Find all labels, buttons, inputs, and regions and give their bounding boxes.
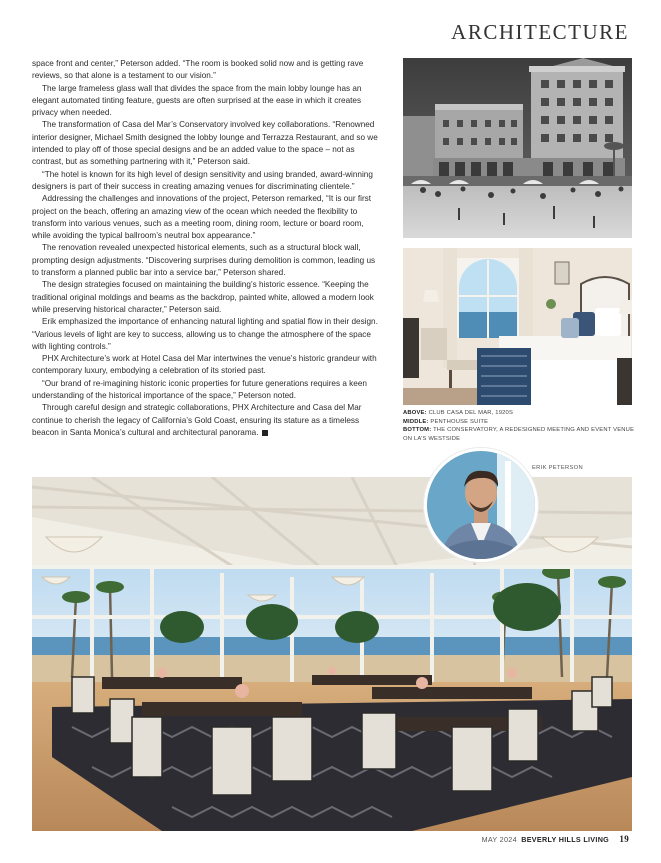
article-body — [32, 58, 384, 439]
article-paragraph: The renovation revealed unexpected historical elements, such as a structural block wall, prompting design adjustments. “Discovering surprises during demolition is common, leading us to transform a planned public bar into a service bar,” Peterson shared. — [32, 243, 376, 278]
caption-above: ABOVE: CLUB CASA DEL MAR, 1920S — [403, 410, 514, 416]
page-number: 19 — [619, 834, 629, 844]
article-paragraph: “The hotel is known for its high level of design sensitivity and using branded, award-winning designers is part of their success in creating amazing venues for discriminating clientele.” — [32, 169, 373, 191]
issue-date: MAY 2024 — [481, 835, 517, 844]
article-paragraph-final: Through careful design and strategic collaborations, PHX Architecture and Casa del Mar continue to cherish the legacy of California’s Gold Coast, ensuring its stature as a timeless beacon in Santa Monica’s cultural and architectural panorama. — [32, 403, 362, 437]
end-mark — [262, 430, 268, 436]
article-paragraph: The transformation of Casa del Mar’s Conservatory involved key collaborations. “Renowned interior designer, Michael Smith designed the lobby lounge and Terrazza Restaurant, and so we intended to play off of those special designs and be an added value to the space – not as contrast, but as something partnering with it,” Peterson said. — [32, 120, 378, 167]
article-paragraph: Addressing the challenges and innovations of the project, Peterson remarked, “It is our first project on the beach, offering an amazing view of the ocean which needed the flexibility to transform into various venues, such as a meeting room, dining room, lecture or board room, while avoiding the typical ballroom’s neutral box appearance.” — [32, 194, 372, 241]
article-paragraph: The design strategies focused on maintaining the building’s historic essence. “Keeping the traditional original moldings and beams as the backdrop, painted white, allowed a modern look while preserving historical character,” Peterson said. — [32, 280, 374, 314]
article-paragraph: Erik emphasized the importance of enhancing natural lighting and spatial flow in their design. “Various levels of light are key to success, allowing us to change the atmosphere of the space with lighting controls.” — [32, 317, 378, 351]
caption-bottom: BOTTOM: THE CONSERVATORY, A REDESIGNED MEETING AND EVENT VENUE ON LA’S WESTSIDE — [403, 427, 635, 442]
page-footer — [482, 834, 629, 844]
photo-conservatory — [32, 477, 632, 831]
portrait-erik-peterson — [424, 448, 538, 562]
photo-captions — [403, 409, 643, 443]
magazine-name: BEVERLY HILLS LIVING — [521, 835, 610, 844]
photo-penthouse-suite — [403, 248, 632, 405]
article-paragraph: “Our brand of re-imagining historic iconic properties for future generations requires a keen understanding of the historical importance of the space,” Peterson noted. — [32, 378, 367, 401]
portrait-credit: ERIK PETERSON — [532, 465, 583, 471]
article-paragraph: The large frameless glass wall that divides the space from the main lobby lounge has an elegant automated tinting feature, guests are often surprised at the ease in which it creates privacy when needed. — [32, 83, 362, 118]
caption-middle: MIDDLE: PENTHOUSE SUITE — [403, 418, 489, 425]
article-paragraph: space front and center,” Peterson added. “The room is booked solid now and is getting rave reviews, so that alone is a testament to our vision.” — [32, 59, 364, 81]
article-paragraph: PHX Architecture’s work at Hotel Casa del Mar intertwines the venue’s historic grandeur with contemporary luxury, embodying a celebration of its storied past. — [32, 354, 377, 376]
section-title: ARCHITECTURE — [451, 20, 629, 44]
photo-club-casa-del-mar — [403, 58, 632, 238]
